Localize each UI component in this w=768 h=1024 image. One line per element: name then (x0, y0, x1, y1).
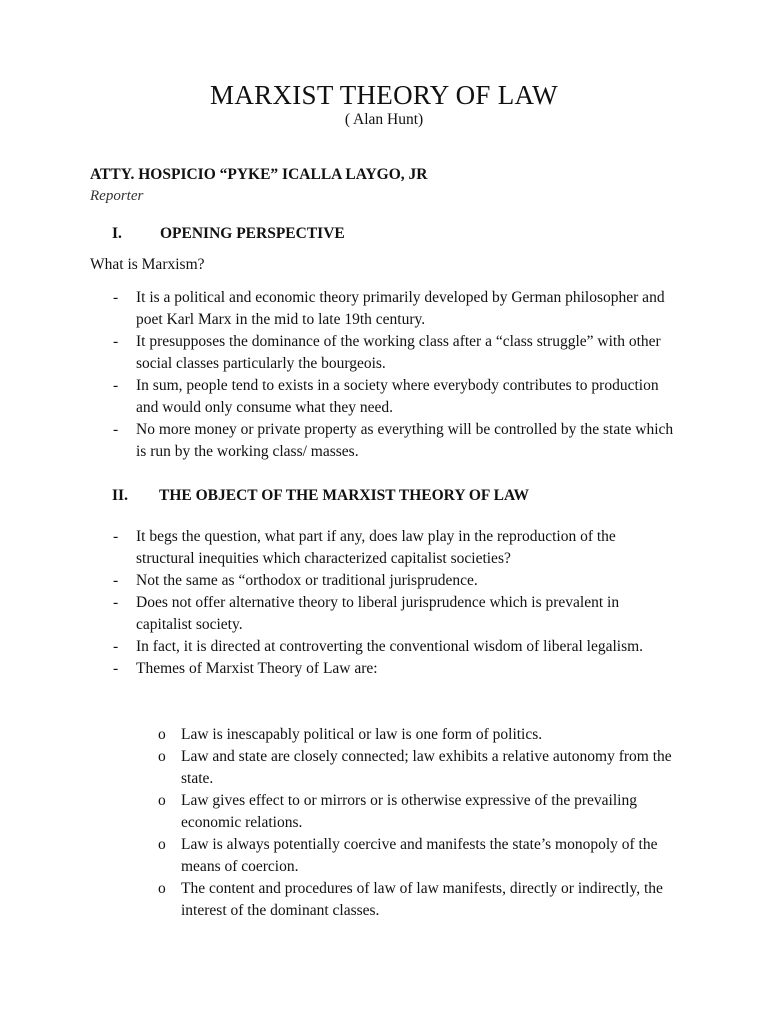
document-subtitle: ( Alan Hunt) (344, 111, 424, 128)
theme-item-text: Law and state are closely connected; law exhibits a relative autonomy from the state. (181, 748, 672, 787)
theme-item-text: Law is inescapably political or law is one form of politics. (181, 726, 543, 743)
theme-item (0, 790, 681, 834)
list-item: - In sum, people tend to exists in a society where everybody contributes to production and would only consume what they need. (113, 377, 659, 416)
circle-bullet-icon: o (158, 792, 166, 809)
theme-item (0, 834, 681, 878)
list-item-text: Does not offer alternative theory to liberal jurisprudence which is prevalent in capitalist society. (136, 594, 620, 633)
theme-item-text: Law is always potentially coercive and manifests the state’s monopoly of the means of coercion. (181, 836, 658, 875)
author-name: ATTY. HOSPICIO “PYKE” ICALLA LAYGO, JR (90, 166, 428, 183)
section-1-list (0, 287, 768, 463)
theme-item (0, 724, 681, 746)
list-item: - In fact, it is directed at controverting the conventional wisdom of liberal legalism. (113, 638, 644, 655)
list-item: - It is a political and economic theory primarily developed by German philosopher and poet Karl Marx in the mid to late 19th century. (113, 289, 665, 328)
list-item: - Does not offer alternative theory to liberal jurisprudence which is prevalent in capitalist society. (113, 594, 620, 633)
list-item: - No more money or private property as everything will be controlled by the state which is run by the working class/ masses. (113, 421, 674, 460)
list-item-text: It begs the question, what part if any, does law play in the reproduction of the structural inequities which characterized capitalist societies? (136, 528, 616, 567)
theme-item-text: Law gives effect to or mirrors or is otherwise expressive of the prevailing economic relations. (181, 792, 637, 831)
document-title: MARXIST THEORY OF LAW (210, 80, 558, 110)
section-1-title: OPENING PERSPECTIVE (160, 225, 345, 242)
author-role: Reporter (90, 188, 144, 204)
section-2-title: THE OBJECT OF THE MARXIST THEORY OF LAW (159, 487, 529, 504)
list-item-text: Themes of Marxist Theory of Law are: (136, 660, 378, 677)
section-2-list (0, 526, 768, 680)
list-item-text: Not the same as “orthodox or traditional jurisprudence. (136, 572, 478, 589)
section-1-number: I. (112, 225, 122, 242)
theme-item (0, 746, 681, 790)
section-1-question: What is Marxism? (90, 256, 205, 273)
list-item-text: No more money or private property as everything will be controlled by the state which is run by the working class/ masses. (136, 421, 674, 460)
list-item: - Themes of Marxist Theory of Law are: (113, 660, 378, 677)
circle-bullet-icon: o (158, 726, 166, 743)
circle-bullet-icon: o (158, 748, 166, 765)
list-item: - Not the same as “orthodox or traditional jurisprudence. (113, 572, 478, 589)
circle-bullet-icon: o (158, 836, 166, 853)
list-item-text: In sum, people tend to exists in a society where everybody contributes to production and would only consume what they need. (136, 377, 659, 416)
list-item-text: It presupposes the dominance of the working class after a “class struggle” with other social classes particularly the bourgeois. (136, 333, 661, 372)
theme-item (0, 878, 681, 922)
list-item: - It begs the question, what part if any, does law play in the reproduction of the structural inequities which characterized capitalist societies? (113, 528, 616, 567)
theme-item-text: The content and procedures of law of law manifests, directly or indirectly, the interest of the dominant classes. (181, 880, 663, 919)
section-2-number: II. (112, 487, 128, 504)
circle-bullet-icon: o (158, 880, 166, 897)
themes-list (0, 724, 768, 922)
list-item-text: In fact, it is directed at controverting the conventional wisdom of liberal legalism. (136, 638, 644, 655)
list-item: - It presupposes the dominance of the working class after a “class struggle” with other social classes particularly the bourgeois. (113, 333, 661, 372)
list-item-text: It is a political and economic theory primarily developed by German philosopher and poet Karl Marx in the mid to late 19th century. (136, 289, 665, 328)
